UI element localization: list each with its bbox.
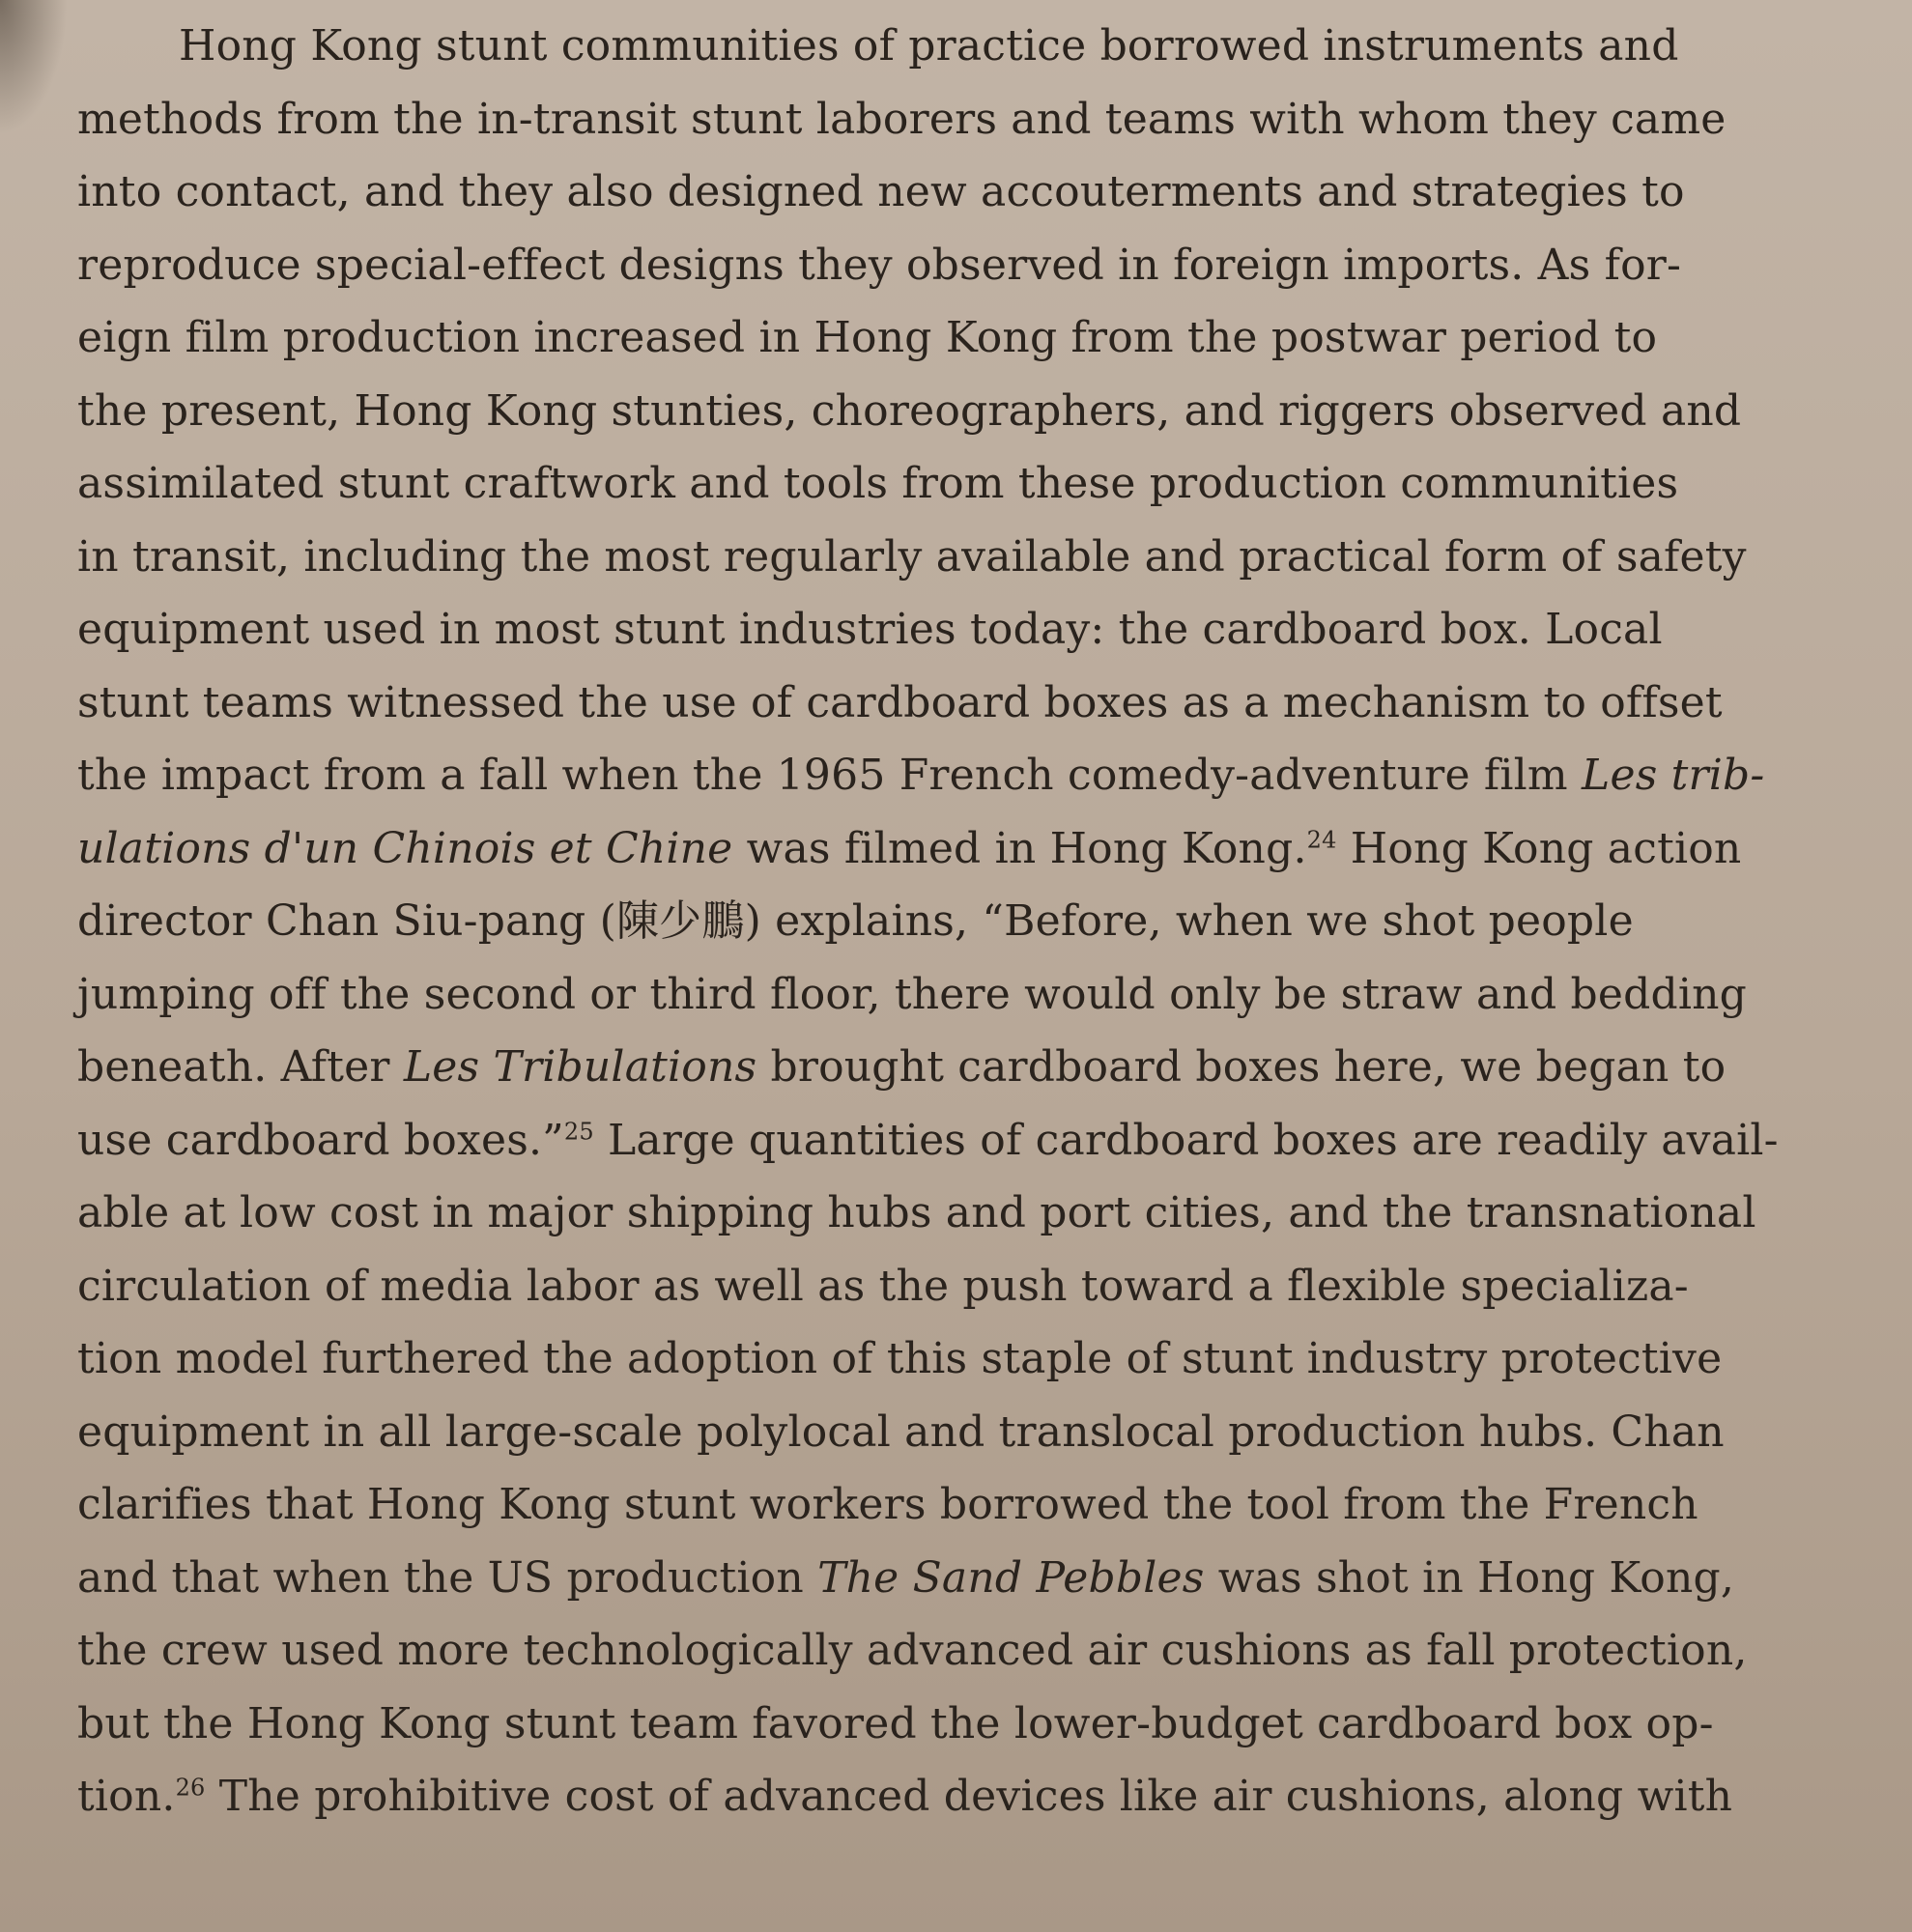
text-line xyxy=(77,1396,1787,1469)
text-run: in transit, including the most regularly available and practical form of safety xyxy=(77,531,1747,582)
text-run: Large quantities of cardboard boxes are readily avail- xyxy=(593,1115,1779,1165)
text-run: but the Hong Kong stunt team favored the lower-budget cardboard box op- xyxy=(77,1698,1714,1748)
text-line xyxy=(77,593,1787,667)
text-line xyxy=(77,1177,1787,1250)
text-line xyxy=(77,83,1787,156)
film-title-italic: The Sand Pebbles xyxy=(817,1552,1205,1603)
text-run: was filmed in Hong Kong. xyxy=(732,823,1307,873)
text-run: the impact from a fall when the 1965 French comedy-adventure film xyxy=(77,751,1583,800)
text-line xyxy=(77,1760,1787,1833)
text-run: beneath. After xyxy=(77,1042,404,1092)
text-run: jumping off the second or third floor, there would only be straw and bedding xyxy=(77,969,1748,1019)
text-line xyxy=(77,10,1787,83)
text-run: The prohibitive cost of advanced devices like air cushions, along with xyxy=(205,1772,1733,1821)
footnote-marker: 24 xyxy=(1306,825,1337,853)
text-run: assimilated stunt craftwork and tools from these production communities xyxy=(77,459,1679,508)
text-run: brought cardboard boxes here, we began to xyxy=(756,1042,1727,1092)
body-paragraph xyxy=(77,10,1787,1833)
text-line xyxy=(77,739,1787,812)
text-run: the crew used more technologically advanced air cushions as fall protection, xyxy=(77,1626,1748,1675)
text-line xyxy=(77,447,1787,521)
footnote-marker: 26 xyxy=(175,1774,206,1802)
text-line xyxy=(77,667,1787,740)
text-line xyxy=(77,1322,1787,1396)
text-run: use cardboard boxes.” xyxy=(77,1115,564,1165)
text-line xyxy=(77,885,1787,958)
text-line xyxy=(77,1542,1787,1615)
page-corner-shadow xyxy=(0,0,68,135)
text-run: and that when the US production xyxy=(77,1552,818,1603)
text-line xyxy=(77,1031,1787,1104)
text-line xyxy=(77,812,1787,886)
text-line xyxy=(77,301,1787,375)
text-line xyxy=(77,1250,1787,1323)
text-run: equipment in all large-scale polylocal and translocal production hubs. Chan xyxy=(77,1406,1725,1457)
text-run: the present, Hong Kong stunties, choreographers, and riggers observed and xyxy=(77,385,1742,436)
text-run: equipment used in most stunt industries today: the cardboard box. Local xyxy=(77,605,1663,654)
text-run: able at low cost in major shipping hubs and port cities, and the transnational xyxy=(77,1188,1756,1237)
text-line xyxy=(77,1688,1787,1761)
text-run: director Chan Siu-pang (陳少鵬) explains, “Before, when we shot people xyxy=(77,896,1634,946)
text-run: methods from the in-transit stunt laborers and teams with whom they came xyxy=(77,94,1727,144)
text-run: circulation of media labor as well as the push toward a flexible specializa- xyxy=(77,1261,1689,1311)
film-title-italic: Les trib- xyxy=(1582,751,1765,800)
text-run: tion model furthered the adoption of this staple of stunt industry protective xyxy=(77,1334,1723,1383)
film-title-italic: Les Tribulations xyxy=(403,1042,757,1092)
text-line xyxy=(77,229,1787,302)
text-run: clarifies that Hong Kong stunt workers borrowed the tool from the French xyxy=(77,1480,1698,1529)
text-line xyxy=(77,1468,1787,1542)
text-run: was shot in Hong Kong, xyxy=(1204,1552,1735,1603)
text-run: eign film production increased in Hong Kong from the postwar period to xyxy=(77,313,1658,362)
text-run: stunt teams witnessed the use of cardboard boxes as a mechanism to offset xyxy=(77,677,1723,727)
text-line xyxy=(77,156,1787,229)
text-run: Hong Kong action xyxy=(1336,823,1742,873)
film-title-italic: ulations d'un Chinois et Chine xyxy=(77,823,733,873)
text-line xyxy=(77,1104,1787,1178)
footnote-marker: 25 xyxy=(563,1117,594,1145)
text-run: Hong Kong stunt communities of practice borrowed instruments and xyxy=(179,21,1679,71)
text-line xyxy=(77,1614,1787,1688)
text-line xyxy=(77,521,1787,594)
text-line xyxy=(77,375,1787,448)
text-run: tion. xyxy=(77,1772,176,1821)
text-run: into contact, and they also designed new accouterments and strategies to xyxy=(77,167,1685,216)
text-run: reproduce special-effect designs they observed in foreign imports. As for- xyxy=(77,240,1682,290)
text-line xyxy=(77,958,1787,1032)
